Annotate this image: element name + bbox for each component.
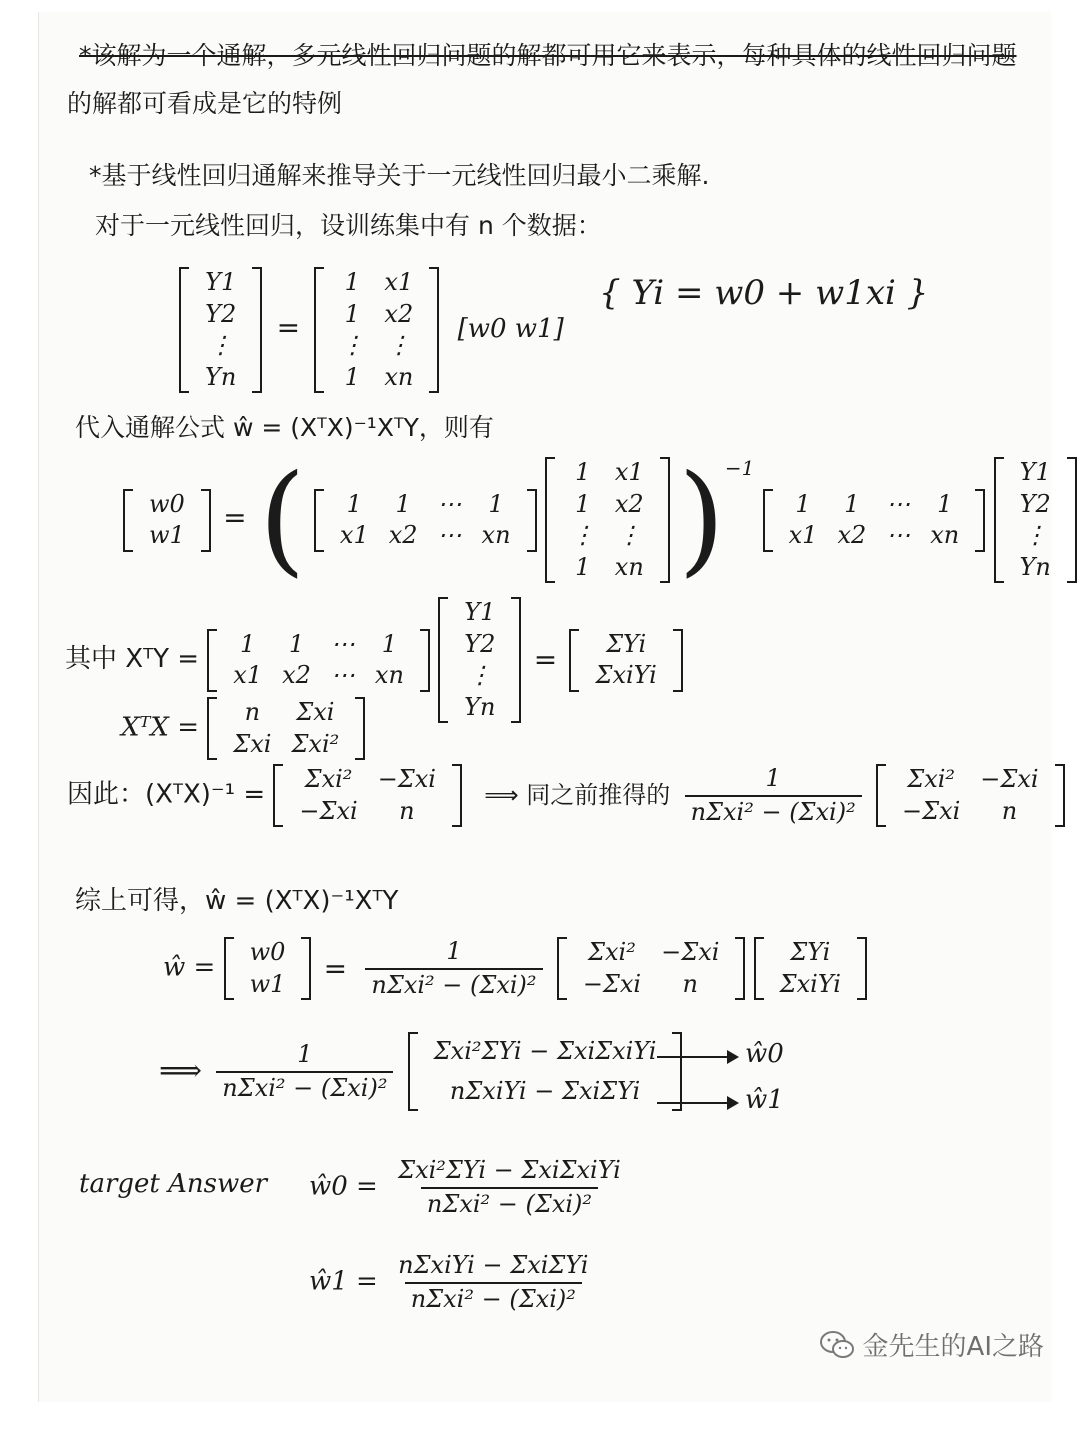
expanded-equation: w0 w1 = ( 1 1 ⋯ 1 x1 x2 ⋯ xn 1 x1 1 x2 ⋮ ⋮ 1 xn )$^{-1}$ 1 1 ⋯ 1 x1 x2 ⋯ xn Y1 Y2 ⋮ Yn [123,457,1077,583]
inverse-equation: 因此：(XᵀX)⁻¹ = Σxi² −Σxi −Σxi n ⟹ 同之前推得的 $\frac{1}{\text{nΣxi² − (Σxi)²}}$ Σxi² −Σxi −Σxi n [67,764,1065,827]
xt-matrix: 1 1 ⋯ 1 x1 x2 ⋯ xn [314,489,537,552]
watermark [819,1326,1044,1363]
handwritten-page [38,12,1051,1402]
w1-arrow-label: ŵ1 [745,1085,784,1115]
w-hat-equation: ŵ = w0 w1 = $\frac{1}{\text{nΣxi² − (Σxi)²}}$ Σxi² −Σxi −Σxi n ΣYi ΣxiYi [163,937,867,1000]
y-vector-2: Y1 Y2 ⋮ Yn [994,457,1077,583]
target-answer-label: target Answer [79,1169,268,1199]
xty-equation: 其中 XᵀY = 1 1 ⋯ 1 x1 x2 ⋯ xn Y1 Y2 ⋮ Yn = ΣYi ΣxiYi [65,597,683,723]
watermark-text: 金先生的AI之路 [862,1332,1044,1362]
sample-equation: { Yi = w0 + w1xi } [599,273,929,313]
w1-hat-formula: ŵ1 = $\frac{\text{nΣxiYi − ΣxiΣYi}}{\text{nΣxi² − (Σxi)²}}$ [309,1251,589,1313]
xt-matrix-2: 1 1 ⋯ 1 x1 x2 ⋯ xn [763,489,986,552]
x-matrix-2: 1 x1 1 x2 ⋮ ⋮ 1 xn [545,457,670,583]
x-matrix: 1 x1 1 x2 ⋮ ⋮ 1 xn [314,267,439,393]
note-line-1: *该解为一个通解，多元线性回归问题的解都可用它来表示，每种具体的线性回归问题 [79,41,1017,70]
note-line-3: *基于线性回归通解来推导关于一元线性回归最小二乘解. [89,161,710,190]
final-vector-equation: ⟹ $\frac{1}{\text{nΣxi² − (Σxi)²}}$ Σxi²ΣYi − ΣxiΣxiYi nΣxiYi − ΣxiΣYi [159,1032,682,1111]
arrow-to-w1 [657,1102,737,1104]
model-equation: Y1 Y2 ⋮ Yn = 1 x1 1 x2 ⋮ ⋮ 1 xn [w0 w1] [179,267,564,393]
w0-hat-formula: ŵ0 = $\frac{\text{Σxi²ΣYi − ΣxiΣxiYi}}{\text{nΣxi² − (Σxi)²}}$ [309,1156,621,1218]
w-row: [w0 w1] [457,314,564,345]
w-vector: w0 w1 [123,489,211,552]
w0-arrow-label: ŵ0 [745,1039,784,1069]
arrow-to-w0 [657,1056,737,1058]
y-vector: Y1 Y2 ⋮ Yn [179,267,262,393]
xtx-equation: XᵀX = n Σxi Σxi Σxi² [121,697,365,760]
substitute-line: 代入通解公式 ŵ = (XᵀX)⁻¹XᵀY，则有 [75,413,494,442]
wechat-icon [819,1330,855,1360]
note-line-4: 对于一元线性回归，设训练集中有 n 个数据： [95,211,602,240]
summary-line: 综上可得，ŵ = (XᵀX)⁻¹XᵀY [75,886,399,916]
note-line-2: 的解都可看成是它的特例 [67,89,343,118]
xty-result: ΣYi ΣxiYi [569,629,682,692]
